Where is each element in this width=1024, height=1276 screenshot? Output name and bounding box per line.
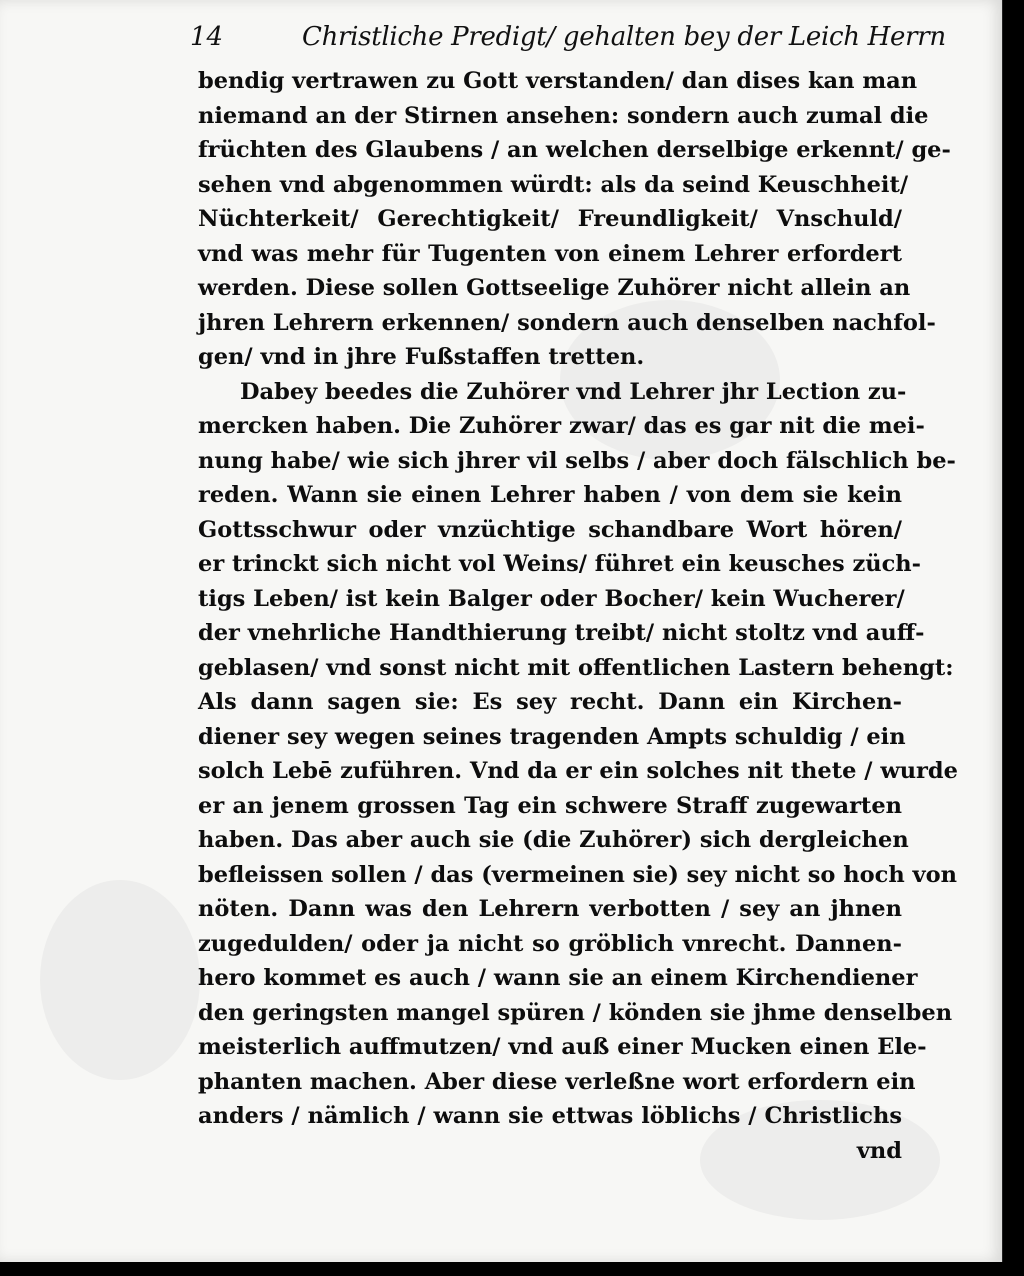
text-line: diener sey wegen seines tragenden Ampts schuldig / ein bbox=[198, 723, 906, 750]
text-line: geblasen/ vnd sonst nicht mit offentlichen Lastern behengt: bbox=[198, 654, 954, 681]
text-line: früchten des Glaubens / an welchen derselbige erkennt/ ge- bbox=[198, 137, 951, 163]
text-line: Dabey beedes die Zuhörer vnd Lehrer jhr Lection zu- bbox=[240, 378, 907, 405]
text-line: zugedulden/ oder ja nicht so gröblich vnrecht. Dannen- bbox=[198, 930, 902, 957]
page-number: 14 bbox=[190, 22, 224, 52]
catchword: vnd bbox=[856, 1137, 902, 1164]
paper-stain bbox=[40, 880, 200, 1080]
text-line: nung habe/ wie sich jhrer vil selbs / aber doch fälschlich be- bbox=[198, 447, 956, 474]
text-line: tigs Leben/ ist kein Balger oder Bocher/ kein Wucherer/ bbox=[198, 585, 905, 612]
text-line: meisterlich auffmutzen/ vnd auß einer Mucken einen Ele- bbox=[198, 1034, 927, 1060]
text-line: der vnehrliche Handthierung treibt/ nicht stoltz vnd auff- bbox=[198, 620, 925, 646]
text-line: solch Lebē zuführen. Vnd da er ein solches nit thete / wurde bbox=[198, 758, 958, 784]
text-line: befleissen sollen / das (vermeinen sie) sey nicht so hoch von bbox=[198, 861, 957, 888]
text-line: jhren Lehrern erkennen/ sondern auch denselben nachfol- bbox=[198, 309, 936, 336]
text-line: vnd was mehr für Tugenten von einem Lehrer erfordert bbox=[198, 240, 902, 267]
text-line: bendig vertrawen zu Gott verstanden/ dan dises kan man bbox=[198, 68, 918, 94]
text-line: werden. Diese sollen Gottseelige Zuhörer nicht allein an bbox=[198, 275, 911, 301]
text-line: Gottsschwur oder vnzüchtige schandbare Wort hören/ bbox=[198, 516, 902, 543]
running-title: Christliche Predigt/ gehalten bey der Leich Herrn bbox=[302, 22, 946, 52]
text-line: anders / nämlich / wann sie ettwas löblichs / Christlichs bbox=[198, 1103, 902, 1129]
text-line: reden. Wann sie einen Lehrer haben / von dem sie kein bbox=[198, 482, 902, 508]
text-line: nöten. Dann was den Lehrern verbotten / sey an jhnen bbox=[198, 896, 902, 922]
text-line: niemand an der Stirnen ansehen: sondern auch zumal die bbox=[198, 102, 929, 129]
text-line: phanten machen. Aber diese verleßne wort erfordern ein bbox=[198, 1068, 916, 1095]
text-line: Nüchterkeit/ Gerechtigkeit/ Freundligkeit/ Vnschuld/ bbox=[198, 206, 902, 232]
text-line: haben. Das aber auch sie (die Zuhörer) sich dergleichen bbox=[198, 827, 909, 853]
text-line: er an jenem grossen Tag ein schwere Straff zugewarten bbox=[198, 792, 902, 819]
text-line: den geringsten mangel spüren / könden sie jhme denselben bbox=[198, 999, 953, 1026]
text-line: er trinckt sich nicht vol Weins/ führet ein keusches züch- bbox=[198, 551, 921, 577]
page-header bbox=[190, 22, 946, 62]
text-line: hero kommet es auch / wann sie an einem Kirchendiener bbox=[198, 965, 918, 991]
body-text bbox=[198, 64, 958, 1168]
text-line: mercken haben. Die Zuhörer zwar/ das es gar nit die mei- bbox=[198, 413, 925, 439]
text-line: sehen vnd abgenommen würdt: als da seind Keuschheit/ bbox=[198, 171, 909, 198]
text-line: Als dann sagen sie: Es sey recht. Dann ein Kirchen- bbox=[198, 689, 902, 715]
text-line: gen/ vnd in jhre Fußstaffen tretten. bbox=[198, 344, 645, 370]
